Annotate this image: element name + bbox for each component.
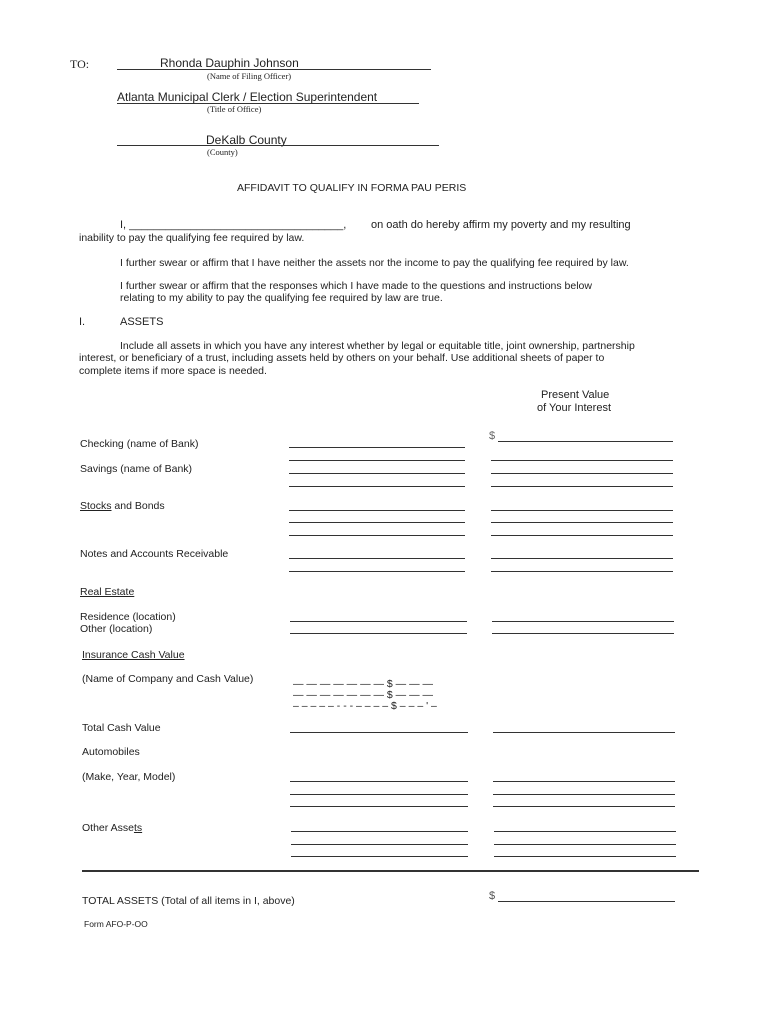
checking-dollar: $ — [489, 430, 496, 442]
insurance-heading: Insurance Cash Value — [82, 649, 185, 661]
office-title-line — [117, 103, 419, 104]
other-assets-field-3[interactable] — [291, 856, 468, 857]
swear-statement-2b: relating to my ability to pay the qualifying fee required by law are true. — [120, 292, 443, 304]
form-title: AFFIDAVIT TO QUALIFY IN FORMA PAU PERIS — [237, 182, 467, 194]
filing-officer-line — [117, 69, 431, 70]
filing-officer-caption: (Name of Filing Officer) — [207, 71, 292, 81]
instructions-3: complete items if more space is needed. — [79, 365, 267, 377]
total-cash-field[interactable] — [290, 732, 468, 733]
savings-field-2[interactable] — [289, 473, 465, 474]
stocks-field-1[interactable] — [289, 510, 465, 511]
stocks-field-2[interactable] — [289, 522, 465, 523]
affiant-name-blank[interactable]: I, ___________________________________, — [120, 219, 347, 231]
auto-value-1[interactable] — [493, 781, 675, 782]
other-location-value[interactable] — [492, 633, 674, 634]
notes-field-1[interactable] — [289, 558, 465, 559]
office-caption: (Title of Office) — [207, 104, 262, 114]
stocks-label-a: Stocks — [80, 500, 112, 512]
notes-field-2[interactable] — [289, 571, 465, 572]
checking-field[interactable] — [289, 447, 465, 448]
stocks-value-1[interactable] — [491, 510, 673, 511]
stocks-value-2[interactable] — [491, 522, 673, 523]
auto-field-1[interactable] — [290, 781, 468, 782]
auto-field-2[interactable] — [290, 794, 468, 795]
other-assets-value-1[interactable] — [494, 831, 676, 832]
other-assets-field-1[interactable] — [291, 831, 468, 832]
savings-field-3[interactable] — [289, 486, 465, 487]
residence-value[interactable] — [492, 621, 674, 622]
auto-field-3[interactable] — [290, 806, 468, 807]
swear-statement-1: I further swear or affirm that I have neither the assets nor the income to pay the qualifying fee required by law. — [120, 257, 629, 269]
make-year-model-label: (Make, Year, Model) — [82, 771, 176, 783]
to-label: TO: — [70, 57, 90, 71]
notes-value-1[interactable] — [491, 558, 673, 559]
instructions-2: interest, or beneficiary of a trust, including assets held by others on your behalf. Use additional sheets of paper to — [79, 352, 605, 364]
savings-value-3[interactable] — [491, 486, 673, 487]
total-cash-label: Total Cash Value — [82, 722, 161, 734]
other-location-label: Other (location) — [80, 623, 153, 635]
other-location-field[interactable] — [290, 633, 467, 634]
savings-field-1[interactable] — [289, 460, 465, 461]
stocks-field-3[interactable] — [289, 535, 465, 536]
county-caption: (County) — [207, 147, 238, 157]
form-number: Form AFO-P-OO — [84, 919, 148, 929]
savings-label: Savings (name of Bank) — [80, 463, 193, 475]
savings-value-1[interactable] — [491, 460, 673, 461]
section-divider — [82, 870, 699, 872]
value-header-2: of Your Interest — [537, 402, 611, 414]
other-assets-value-3[interactable] — [494, 856, 676, 857]
total-assets-dollar: $ — [489, 890, 496, 902]
auto-value-3[interactable] — [493, 806, 675, 807]
total-assets-label: TOTAL ASSETS (Total of all items in I, above) — [82, 895, 295, 907]
filing-officer-name[interactable]: Rhonda Dauphin Johnson — [160, 56, 299, 70]
other-assets-field-2[interactable] — [291, 844, 468, 845]
value-header-1: Present Value — [541, 389, 610, 401]
notes-value-2[interactable] — [491, 571, 673, 572]
checking-label: Checking (name of Bank) — [80, 438, 199, 450]
insurance-row-1[interactable]: — — — — — — — $ — — — — [293, 678, 434, 690]
affirm-text-1: on oath do hereby affirm my poverty and my resulting — [371, 219, 631, 231]
residence-label: Residence (location) — [80, 611, 176, 623]
instructions-1: Include all assets in which you have any interest whether by legal or equitable title, joint ownership, partnership — [120, 340, 635, 352]
checking-value-field[interactable] — [498, 441, 673, 442]
county-line — [117, 145, 439, 146]
other-assets-value-2[interactable] — [494, 844, 676, 845]
total-cash-value[interactable] — [493, 732, 675, 733]
stocks-label-b: and Bonds — [111, 500, 165, 512]
section-title: ASSETS — [120, 316, 164, 328]
savings-value-2[interactable] — [491, 473, 673, 474]
stocks-label — [80, 500, 165, 512]
county-name[interactable]: DeKalb County — [206, 133, 287, 147]
insurance-row-2[interactable]: — — — — — — — $ — — — — [293, 689, 434, 701]
residence-field[interactable] — [290, 621, 467, 622]
notes-label: Notes and Accounts Receivable — [80, 548, 229, 560]
auto-value-2[interactable] — [493, 794, 675, 795]
section-number: I. — [79, 316, 86, 328]
other-assets-label-a: Other Asse — [82, 822, 134, 834]
automobiles-heading: Automobiles — [82, 746, 140, 758]
other-assets-label-b: ts — [133, 822, 143, 834]
affirm-text-2: inability to pay the qualifying fee required by law. — [79, 232, 305, 244]
office-title[interactable]: Atlanta Municipal Clerk / Election Superintendent — [117, 90, 378, 104]
total-assets-value[interactable] — [498, 901, 675, 902]
real-estate-heading: Real Estate — [80, 586, 135, 598]
stocks-value-3[interactable] — [491, 535, 673, 536]
insurance-name-label: (Name of Company and Cash Value) — [82, 673, 254, 685]
swear-statement-2a: I further swear or affirm that the responses which I have made to the questions and instructions below — [120, 280, 592, 292]
insurance-row-3[interactable]: – – – – – - - - – – – – $ – – – ' – — [293, 700, 437, 712]
other-assets-label — [82, 822, 142, 834]
